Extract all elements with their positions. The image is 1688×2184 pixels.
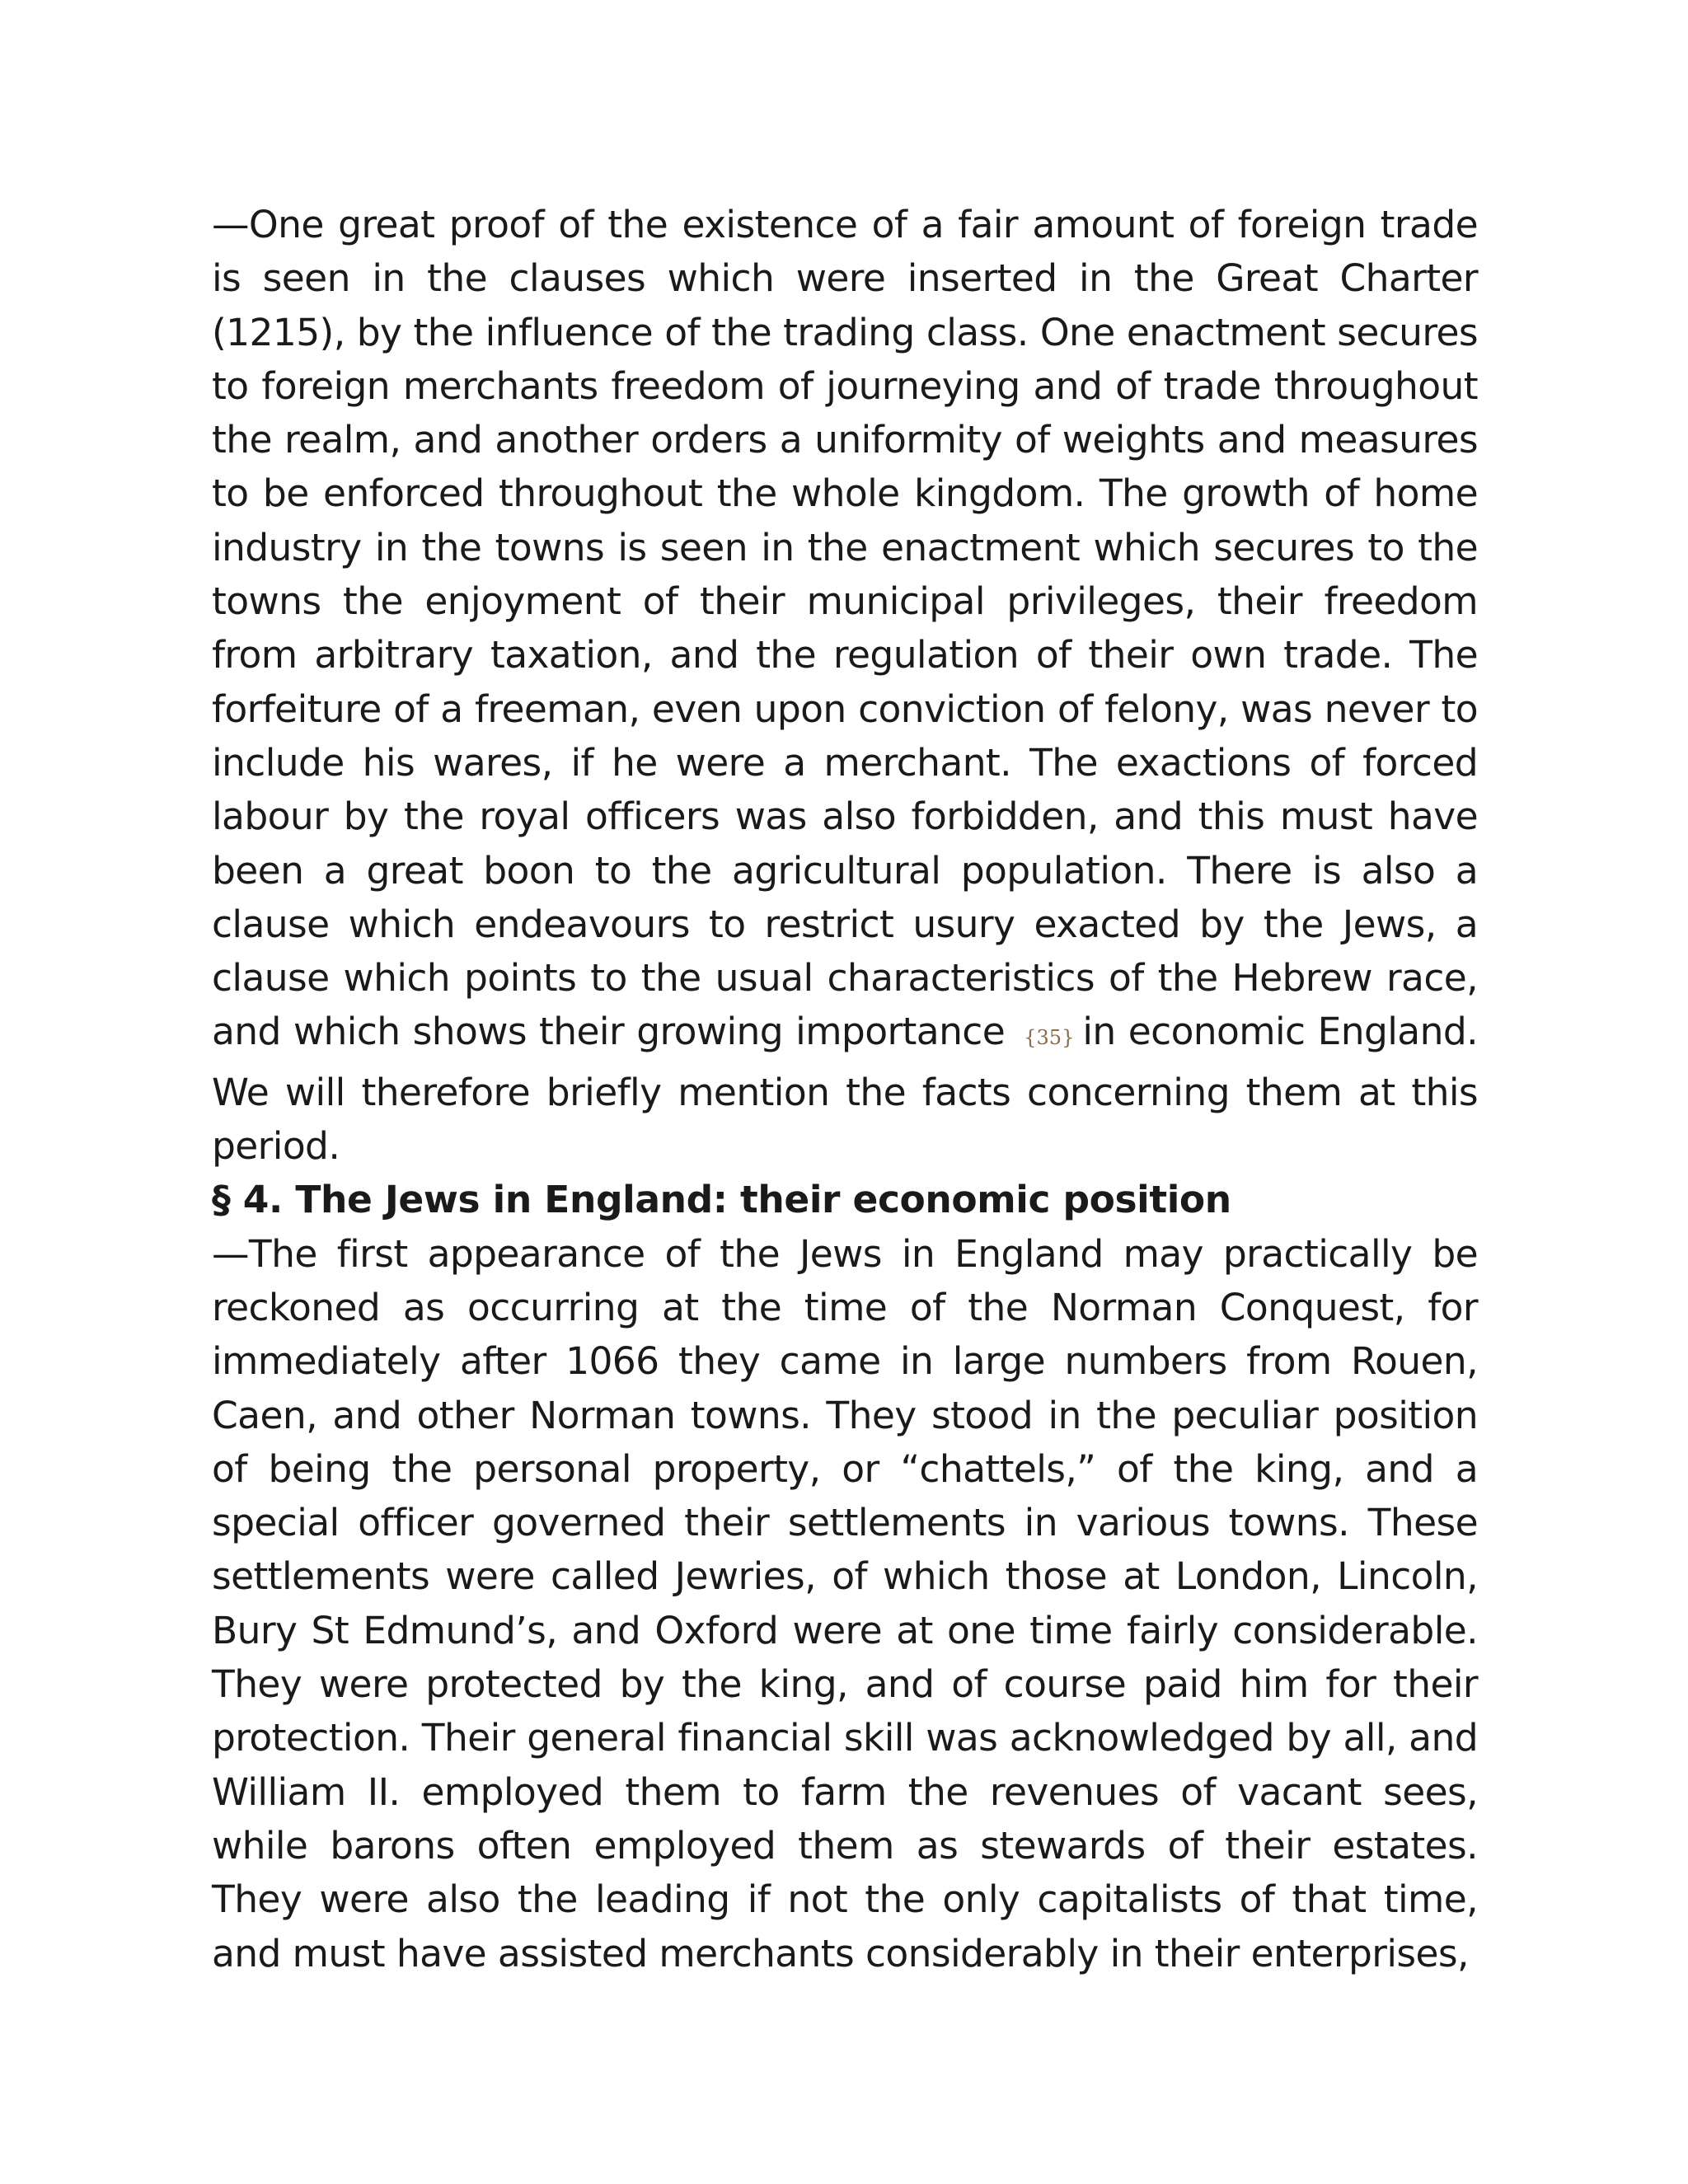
document-page bbox=[212, 198, 1478, 1980]
paragraph-text: —One great proof of the existence of a fair amount of foreign trade is seen in the clauses which were inserted in the Great Charter (1215), by the influence of the trading class. One enactment secures to foreign merchants freedom of journeying and of trade throughout the realm, and another orders a uniformity of weights and measures to be enforced throughout the whole kingdom. The growth of home industry in the towns is seen in the enactment which secures to the towns the enjoyment of their municipal privileges, their freedom from arbitrary taxation, and the regulation of their own trade. The forfeiture of a freeman, even upon conviction of felony, was never to include his wares, if he were a merchant. The exactions of forced labour by the royal officers was also forbidden, and this must have been a great boon to the agricultural population. There is also a clause which endeavours to restrict usury exacted by the Jews, a clause which points to the usual characteristics of the Hebrew race, and which shows their growing importance bbox=[212, 203, 1478, 1054]
paragraph-great-charter bbox=[212, 198, 1478, 1173]
paragraph-text-continued: in economic England. We will therefore briefly mention the facts concerning them at this period. bbox=[212, 1010, 1478, 1169]
section-heading: § 4. The Jews in England: their economic position bbox=[212, 1178, 1231, 1222]
paragraph-jews-in-england: —The first appearance of the Jews in England may practically be reckoned as occurring at the time of the Norman Conquest, for immediately after 1066 they came in large numbers from Rouen, Caen, and other Norman towns. They stood in the peculiar position of being the personal property, or “chattels,” of the king, and a special officer governed their settlements in various towns. These settlements were called Jewries, of which those at London, Lincoln, Bury St Edmund’s, and Oxford were at one time fairly considerable. They were protected by the king, and of course paid him for their protection. Their general financial skill was acknowledged by all, and William II. employed them to farm the revenues of vacant sees, while barons often employed them as stewards of their estates. They were also the leading if not the only capitalists of that time, and must have assisted merchants considerably in their enterprises, bbox=[212, 1231, 1478, 1975]
page-number-marker[interactable]: {35} bbox=[1024, 1026, 1075, 1050]
